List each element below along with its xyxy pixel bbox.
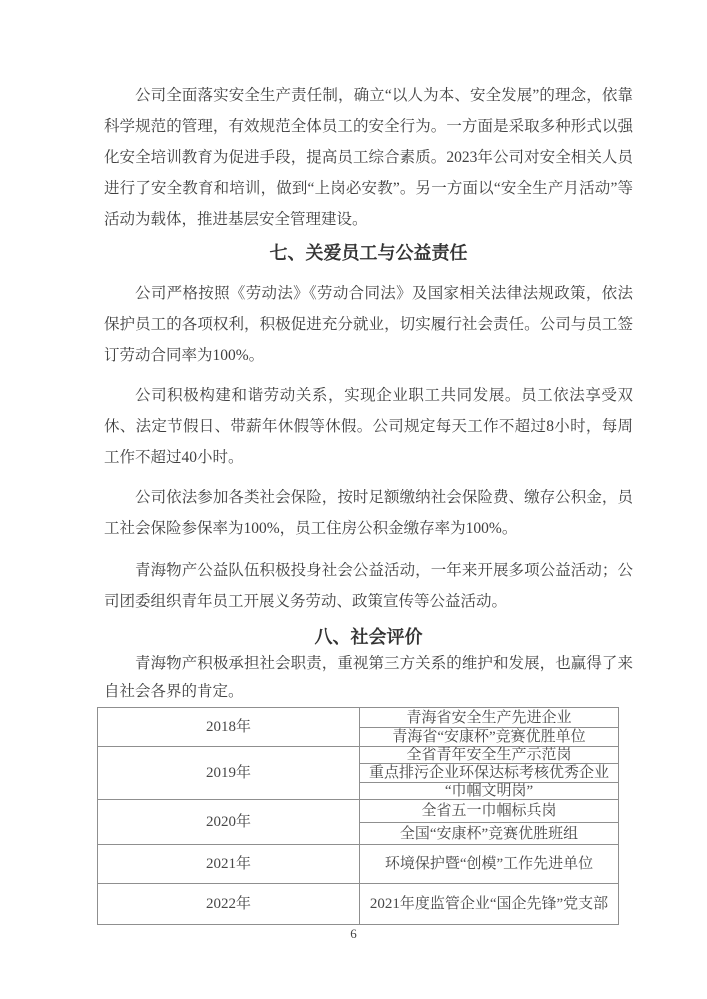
table-row <box>98 800 619 823</box>
award-cell: 2021年度监管企业“国企先锋”党支部 <box>360 884 619 925</box>
award-cell: “巾帼文明岗” <box>360 783 619 800</box>
year-cell-2021: 2021年 <box>98 845 360 884</box>
section-seven-heading: 七、关爱员工与公益责任 <box>269 243 468 263</box>
page-number: 6 <box>350 926 357 941</box>
award-cell: 全国“安康杯”竞赛优胜班组 <box>360 823 619 845</box>
award-cell: 青海省安全生产先进企业 <box>360 708 619 728</box>
table-row <box>98 845 619 884</box>
year-cell-2019: 2019年 <box>98 747 360 800</box>
social-insurance-paragraph: 公司依法参加各类社会保险，按时足额缴纳社会保险费、缴存公积金，员工社会保险参保率为100%，员工住房公积金缴存率为100%。 <box>104 489 633 537</box>
table-row <box>98 708 619 728</box>
awards-table <box>97 707 619 925</box>
social-evaluation-paragraph: 青海物产积极承担社会职责，重视第三方关系的维护和发展，也赢得了来自社会各界的肯定。 <box>104 655 633 700</box>
labor-law-paragraph: 公司严格按照《劳动法》《劳动合同法》及国家相关法律法规政策，依法保护员工的各项权利，积极促进充分就业，切实履行社会责任。公司与员工签订劳动合同率为100%。 <box>104 285 633 364</box>
page-content <box>104 0 633 925</box>
safety-responsibility-paragraph: 公司全面落实安全生产责任制，确立“以人为本、安全发展”的理念，依靠科学规范的管理，有效规范全体员工的安全行为。一方面是采取多种形式以强化安全培训教育为促进手段，提高员工综合素质。2023年公司对安全相关人员进行了安全教育和培训，做到“上岗必安教”。另一方面以“安全生产月活动”等活动为载体，推进基层安全管理建设。 <box>104 87 633 228</box>
table-row <box>98 747 619 764</box>
section-eight-heading: 八、社会评价 <box>314 627 423 647</box>
award-cell: 重点排污企业环保达标考核优秀企业 <box>360 764 619 783</box>
year-cell-2018: 2018年 <box>98 708 360 747</box>
year-cell-2020: 2020年 <box>98 800 360 845</box>
year-cell-2022: 2022年 <box>98 884 360 925</box>
award-cell: 环境保护暨“创模”工作先进单位 <box>360 845 619 884</box>
award-cell: 青海省“安康杯”竞赛优胜单位 <box>360 728 619 747</box>
work-hours-paragraph: 公司积极构建和谐劳动关系，实现企业职工共同发展。员工依法享受双休、法定节假日、带薪年休假等休假。公司规定每天工作不超过8小时，每周工作不超过40小时。 <box>104 387 633 466</box>
award-cell: 全省五一巾帼标兵岗 <box>360 800 619 823</box>
public-welfare-paragraph: 青海物产公益队伍积极投身社会公益活动，一年来开展多项公益活动；公司团委组织青年员工开展义务劳动、政策宣传等公益活动。 <box>104 562 633 610</box>
award-cell: 全省青年安全生产示范岗 <box>360 747 619 764</box>
table-row <box>98 884 619 925</box>
